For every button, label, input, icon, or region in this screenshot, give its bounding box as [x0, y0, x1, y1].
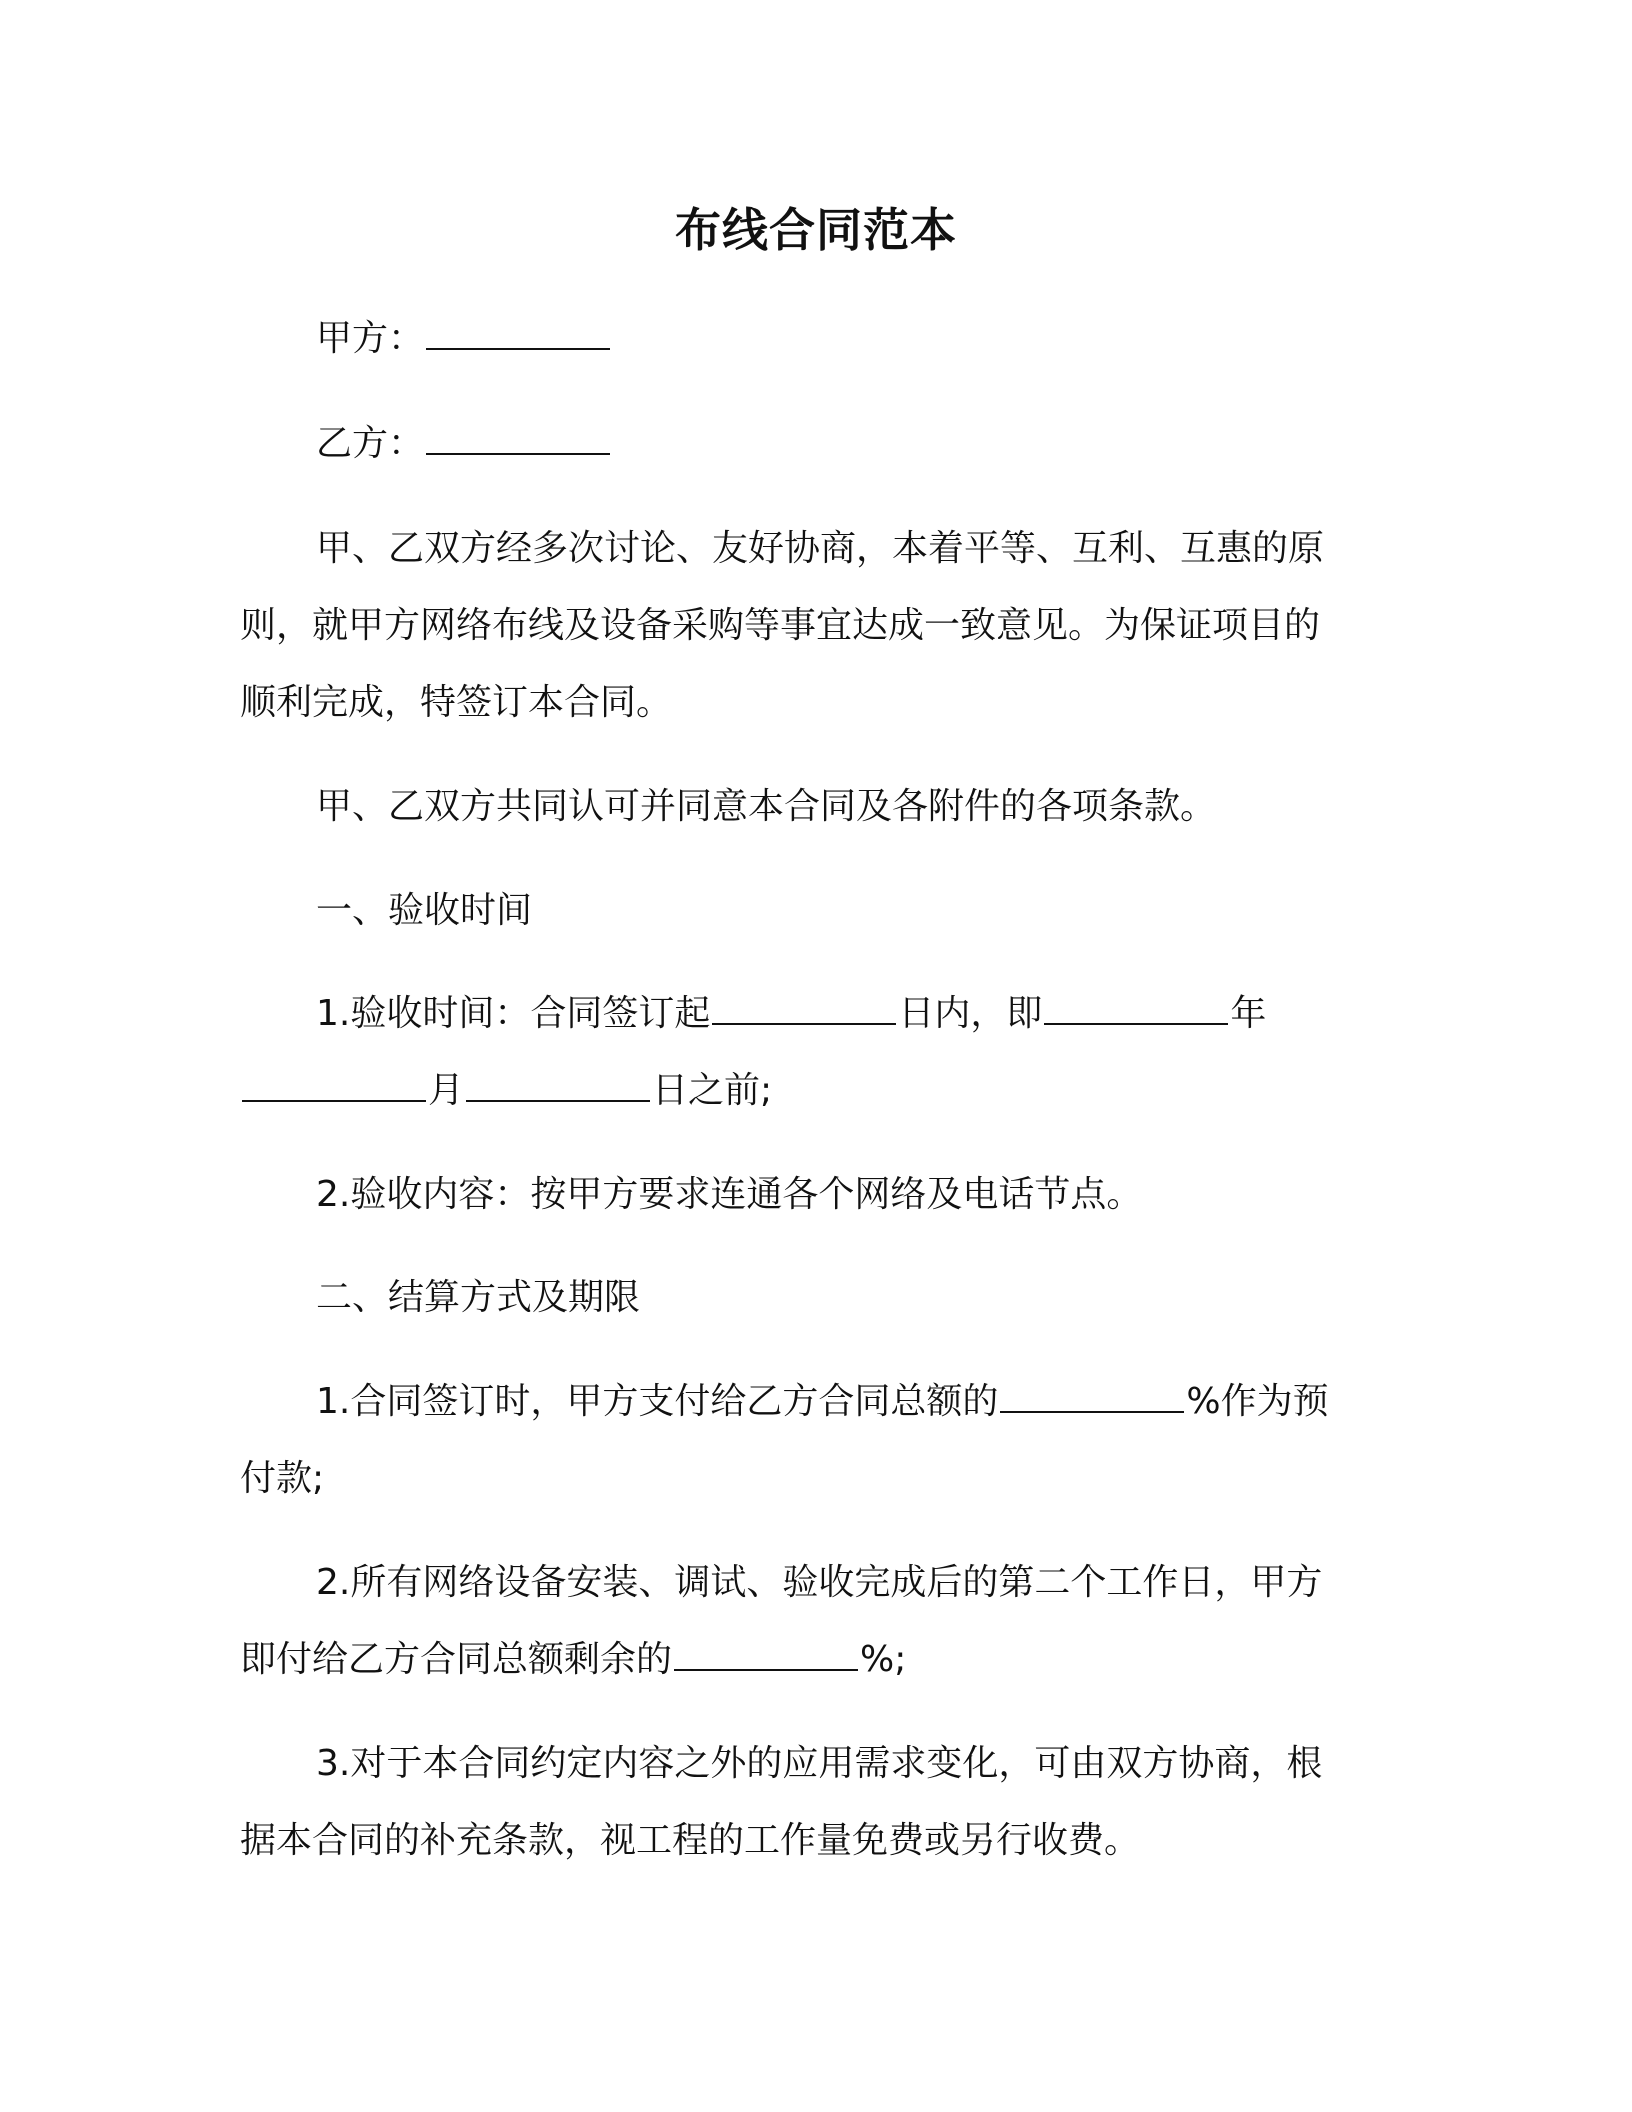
s1-item1-text-d: 月 [428, 1070, 465, 1111]
s2-item1-line2: 付款; [240, 1458, 325, 1499]
s1-item1-line2 [240, 1052, 772, 1129]
s2-item2-text-c: %; [860, 1639, 907, 1680]
s2-item2-line1: 2.所有网络设备安装、调试、验收完成后的第二个工作日，甲方 [316, 1562, 1323, 1603]
intro-line-3: 顺利完成，特签订本合同。 [240, 682, 673, 723]
party-b-label: 乙方： [316, 423, 425, 464]
s2-item1-text-b: %作为预 [1186, 1381, 1329, 1422]
year-blank [1044, 993, 1228, 1025]
s2-item3-line1: 3.对于本合同约定内容之外的应用需求变化，可由双方协商，根 [316, 1743, 1323, 1784]
s2-item3-line2: 据本合同的补充条款，视工程的工作量免费或另行收费。 [240, 1820, 1141, 1861]
intro-line-2: 则，就甲方网络布线及设备采购等事宜达成一致意见。为保证项目的 [240, 605, 1321, 646]
intro-line-1: 甲、乙双方经多次讨论、友好协商，本着平等、互利、互惠的原 [316, 528, 1325, 569]
s1-item1-text-e: 日之前; [652, 1070, 773, 1111]
s1-item1-text-a: 1.验收时间：合同签订起 [316, 993, 711, 1034]
prepay-percent-blank [1000, 1381, 1184, 1413]
s1-item1-text-b: 日内，即 [898, 993, 1043, 1034]
days-blank [712, 993, 896, 1025]
party-b-line [316, 405, 612, 482]
document-title: 布线合同范本 [675, 203, 957, 257]
s2-item1-text-a: 1.合同签订时，甲方支付给乙方合同总额的 [316, 1381, 999, 1422]
party-b-blank [426, 423, 610, 455]
month-blank [242, 1070, 426, 1102]
party-a-blank [426, 318, 610, 350]
s2-item2-text-b: 即付给乙方合同总额剩余的 [240, 1639, 673, 1680]
s1-item1-text-c: 年 [1230, 993, 1267, 1034]
party-a-line [316, 300, 612, 377]
section-2-heading: 二、结算方式及期限 [316, 1277, 641, 1318]
s2-item2-line2 [240, 1621, 906, 1698]
s2-item1-line1 [316, 1363, 1329, 1440]
agreement-paragraph: 甲、乙双方共同认可并同意本合同及各附件的各项条款。 [316, 786, 1217, 827]
party-a-label: 甲方： [316, 318, 425, 359]
s1-item2: 2.验收内容：按甲方要求连通各个网络及电话节点。 [316, 1174, 1143, 1215]
s1-item1-line1 [316, 975, 1266, 1052]
remaining-percent-blank [674, 1639, 858, 1671]
section-1-heading: 一、验收时间 [316, 890, 533, 931]
day-blank [466, 1070, 650, 1102]
